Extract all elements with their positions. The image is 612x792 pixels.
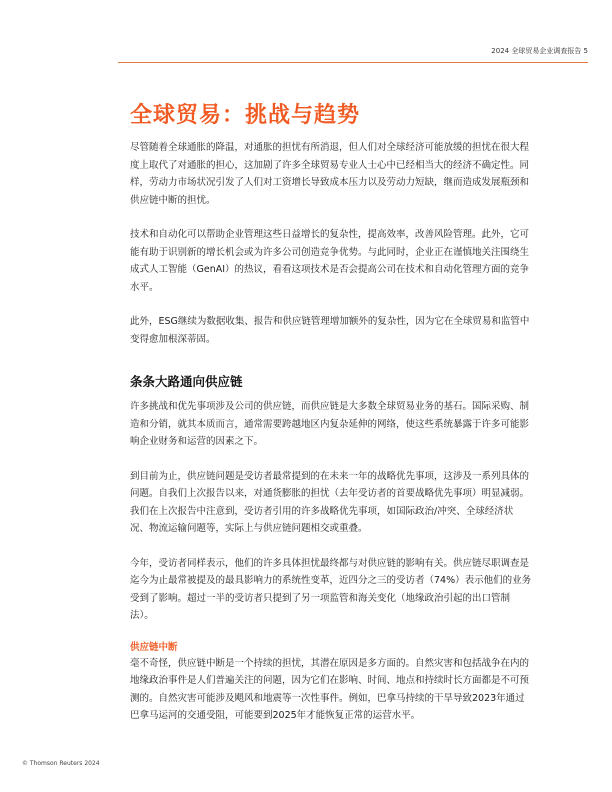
section-paragraph-1: 许多挑战和优先事项涉及公司的供应链，而供应链是大多数全球贸易业务的基石。国际采购、制造和分销，就其本质而言，通常需要跨越地区内复杂延伸的网络，使这些系统暴露于许多可能影响企业财务和运营的因素之下。 xyxy=(130,401,530,447)
section-paragraph-3: 今年，受访者同样表示，他们的许多具体担忧最终都与对供应链的影响有关。供应链尽职调查是迄今为止最常被提及的最具影响力的系统性变革，近四分之三的受访者（74%）表示他们的业务受到了影响。超过一半的受访者只提到了另一项监管和海关变化（地缘政治引起的出口管制法）。 xyxy=(130,557,532,621)
section-heading: 条条大路通向供应链 xyxy=(130,374,243,389)
page-header xyxy=(118,46,588,63)
section-paragraph-2: 到目前为止，供应链问题是受访者最常提到的在未来一年的战略优先事项，这涉及一系列具体的问题。自我们上次报告以来，对通货膨胀的担忧（去年受访者的首要战略优先事项）明显减弱。我们在上次报告中注意到，受访者引用的许多战略优先事项，如国际政治/冲突、全球经济状况、物流运输问题等，实际上与供应链问题相交或重叠。 xyxy=(130,470,530,534)
subsection-paragraph: 毫不奇怪，供应链中断是一个持续的担忧，其潜在原因是多方面的。自然灾害和包括战争在内的地缘政治事件是人们普遍关注的问题，因为它们在影响、时间、地点和持续时长方面都是不可预测的。自然灾害可能涉及飓风和地震等一次性事件。例如，巴拿马持续的干旱导致2023年通过巴拿马运河的交通受阻，可能要到2025年才能恢复正常的运营水平。 xyxy=(130,657,530,721)
subsection-heading: 供应链中断 xyxy=(130,641,178,653)
intro-paragraph-2: 技术和自动化可以帮助企业管理这些日益增长的复杂性，提高效率，改善风险管理。此外，它可能有助于识别新的增长机会或为许多公司创造竞争优势。与此同时，企业正在谨慎地关注围绕生成式人工智能（GenAI）的热议，看看这项技术是否会提高公司在技术和自动化管理方面的竞争水平。 xyxy=(130,229,530,293)
header-page-label: 2024 全球贸易企业调查报告 5 xyxy=(491,47,588,55)
intro-paragraph-3: 此外，ESG继续为数据收集、报告和供应链管理增加额外的复杂性，因为它在全球贸易和监管中变得愈加根深蒂固。 xyxy=(130,316,530,345)
main-content xyxy=(130,139,532,742)
footer-copyright: © Thomson Reuters 2024 xyxy=(22,760,100,767)
intro-paragraph-1: 尽管随着全球通胀的降温，对通胀的担忧有所消退，但人们对全球经济可能放缓的担忧在很大程度上取代了对通胀的担心，这加剧了许多全球贸易专业人士心中已经相当大的经济不确定性。同样，劳动力市场状况引发了人们对工资增长导致成本压力以及劳动力短缺，继而造成发展瓶颈和供应链中断的担忧。 xyxy=(130,142,530,206)
page-title: 全球贸易：挑战与趋势 xyxy=(130,103,361,128)
